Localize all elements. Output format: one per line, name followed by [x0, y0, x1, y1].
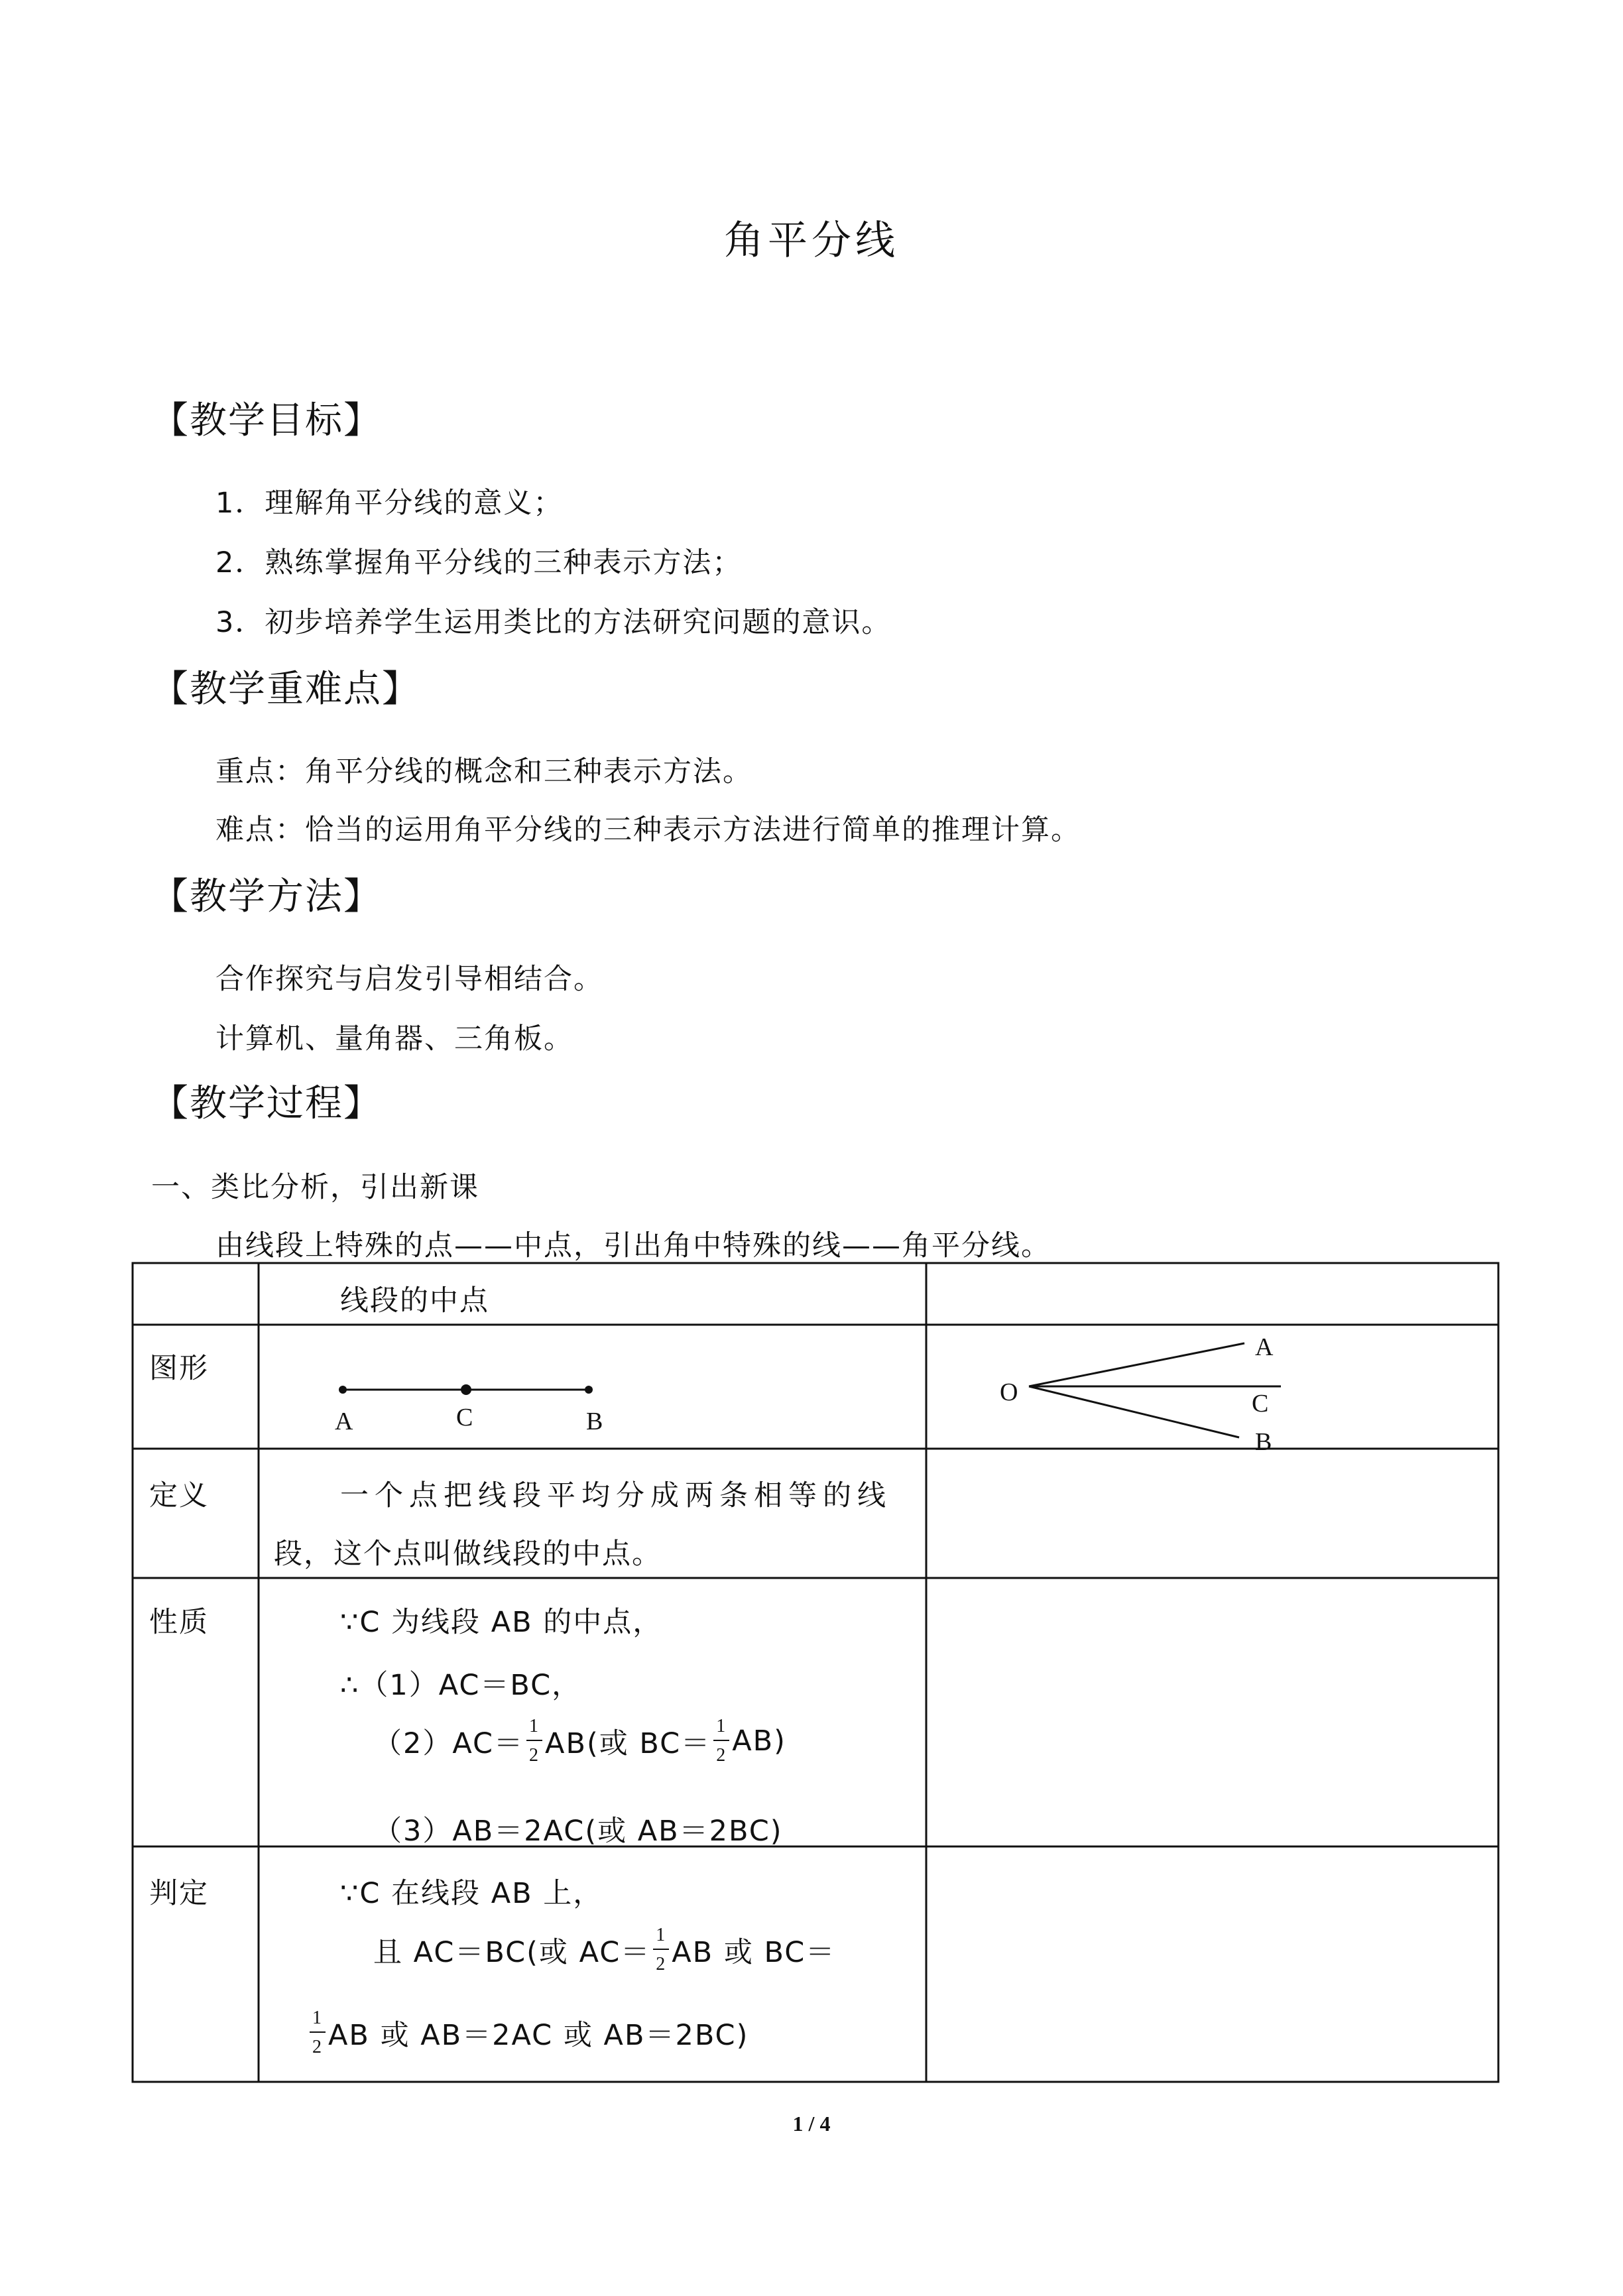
objective-item-3: 3．初步培养学生运用类比的方法研究问题的意识。 — [215, 606, 892, 639]
segment-point-c — [461, 1384, 471, 1395]
judgement-line-3 — [307, 2009, 749, 2057]
judgement-line-2 — [373, 1926, 835, 1974]
method-item-1: 合作探究与启发引导相结合。 — [215, 963, 603, 996]
ray-ob — [1029, 1386, 1239, 1437]
heading-process: 【教学过程】 — [151, 1082, 382, 1125]
page-number: 1 / 4 — [792, 2112, 831, 2136]
property-line-1: ∵C 为线段 AB 的中点， — [340, 1606, 663, 1639]
segment-label-a: A — [335, 1408, 355, 1435]
fraction-one-half: $\frac{1}{2}$ — [310, 2009, 326, 2057]
process-subheading: 一、类比分析，引出新课 — [151, 1171, 479, 1204]
property-line-3 — [373, 1717, 786, 1765]
definition-line-2: 段，这个点叫做线段的中点。 — [274, 1538, 662, 1571]
table-header-midpoint: 线段的中点 — [340, 1284, 489, 1317]
fraction-one-half: $\frac{1}{2}$ — [713, 1717, 729, 1765]
angle-label-c: C — [1252, 1390, 1270, 1418]
page-title: 角平分线 — [724, 217, 899, 264]
judgement-line-2-part-b: AB 或 BC＝ — [672, 1935, 836, 1969]
row-label-property: 性质 — [149, 1606, 209, 1639]
segment-label-b: B — [586, 1408, 605, 1435]
key-point-item-2: 难点：恰当的运用角平分线的三种表示方法进行简单的推理计算。 — [215, 814, 1081, 847]
objective-item-1: 1．理解角平分线的意义； — [215, 487, 564, 520]
process-intro: 由线段上特殊的点——中点，引出角中特殊的线——角平分线。 — [215, 1229, 1051, 1262]
judgement-line-2-part-a: 且 AC＝BC(或 AC＝ — [373, 1935, 651, 1969]
row-label-definition: 定义 — [149, 1479, 209, 1512]
angle-label-b: B — [1255, 1428, 1274, 1456]
heading-key-points: 【教学重难点】 — [151, 668, 420, 711]
angle-label-o: O — [1000, 1378, 1020, 1406]
method-item-2: 计算机、量角器、三角板。 — [215, 1022, 573, 1056]
judgement-line-3-part-b: AB 或 AB＝2AC 或 AB＝2BC) — [328, 2018, 749, 2052]
key-point-item-1: 重点：角平分线的概念和三种表示方法。 — [215, 755, 752, 788]
fraction-one-half: $\frac{1}{2}$ — [526, 1717, 542, 1765]
objective-item-2: 2．熟练掌握角平分线的三种表示方法； — [215, 546, 743, 579]
row-label-figure: 图形 — [149, 1352, 209, 1385]
property-line-3-part-c: AB) — [732, 1724, 786, 1758]
definition-line-1: 一个点把线段平均分成两条相等的线 — [340, 1479, 892, 1512]
heading-objectives: 【教学目标】 — [151, 399, 382, 442]
property-line-4: （3）AB＝2AC(或 AB＝2BC) — [373, 1815, 783, 1848]
ray-oa — [1029, 1343, 1244, 1386]
heading-methods: 【教学方法】 — [151, 875, 382, 918]
segment-label-c: C — [456, 1404, 475, 1431]
property-line-3-part-a: （2）AC＝ — [373, 1726, 524, 1760]
property-line-3-part-b: AB(或 BC＝ — [545, 1726, 711, 1760]
fraction-one-half: $\frac{1}{2}$ — [653, 1926, 669, 1974]
property-line-2: ∴（1）AC＝BC， — [340, 1669, 582, 1702]
segment-point-a — [339, 1386, 347, 1394]
judgement-line-1: ∵C 在线段 AB 上， — [340, 1877, 603, 1910]
angle-label-a: A — [1255, 1333, 1275, 1361]
segment-point-b — [585, 1386, 593, 1394]
row-label-judgement: 判定 — [149, 1877, 209, 1910]
